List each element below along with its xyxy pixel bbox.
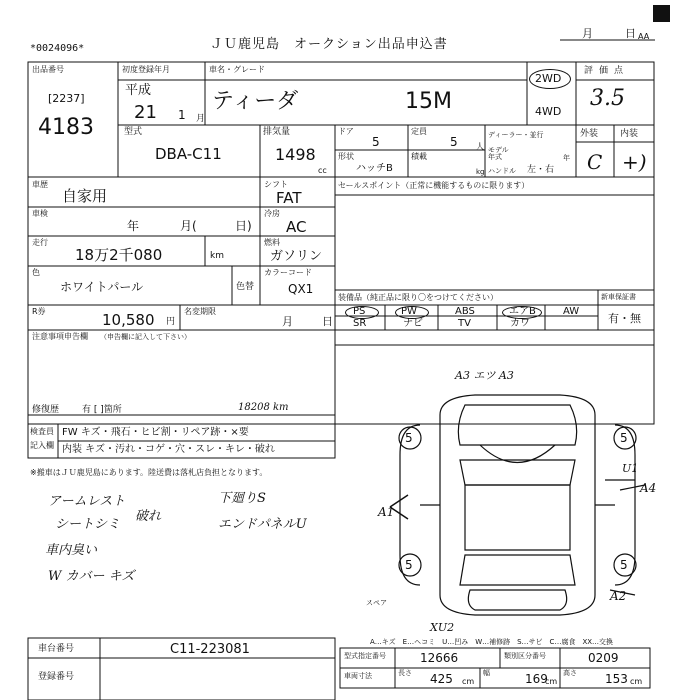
fuel-label: 燃料 [264,238,280,247]
chassis-label: 車台番号 [38,644,75,654]
diagram-a4: A4 [640,481,657,495]
length-label: 長さ [398,669,412,677]
color-label: 色 [32,268,40,277]
hand-note-4: W カバー キズ [48,569,135,584]
displacement-unit: cc [318,166,327,175]
hand-note-right-1: 下廻りS [218,491,266,506]
reg-number-label: 登録番号 [38,672,75,682]
equip-pw: PW [401,306,417,317]
form-title: ＪＵ鹿児島 オークション出品申込書 [210,37,448,52]
height-value: 153 [605,672,628,686]
diagram-a1: A1 [378,505,395,519]
exterior-score: C [587,150,603,174]
doors-value: 5 [372,135,380,149]
warranty-value: 有・無 [608,312,641,325]
load-unit: kg [476,168,485,176]
ac-label: 冷房 [264,209,280,218]
check-interior-line: 内装 キズ・汚れ・コゲ・穴・スレ・キレ・破れ [62,444,275,455]
equip-airbag: エアB [509,306,536,317]
shape-value: ハッチB [356,163,393,174]
hand-note-right-2: エンドパネルU [218,517,307,532]
equipment-label: 装備品（純正品に限り〇をつけてください） [338,293,498,302]
spare-label: スペア [366,599,387,607]
ac-value: AC [286,218,307,236]
month-label: 月 [582,27,593,40]
notes-sub: （申告欄に記入して下さい） [100,333,191,341]
type-spec-label-2: 類別区分番号 [504,652,546,660]
registration-year: 21 [134,102,157,123]
score-value: 3.5 [590,86,625,111]
equip-abs: ABS [455,306,475,317]
recycle-label: R券 [32,307,46,316]
capacity-unit: 人 [476,142,484,151]
equip-tv: TV [458,318,471,329]
model-name: ティーダ [212,89,299,114]
registration-label: 初度登録年月 [122,65,170,74]
disclaimer: ※搬車はＪＵ鹿児島にあります。陸送費は落札店負担となります。 [30,468,268,477]
mileage-label: 走行 [32,238,48,247]
hand-note-2: シートシミ [55,517,121,532]
chassis-value: C11-223081 [170,642,250,657]
diagram-5-rr: 5 [620,558,628,572]
name-change-month: 月 [282,315,293,328]
height-label: 高さ [563,669,577,677]
hand-note-1: アームレスト [48,494,126,509]
interior-label: 内装 [620,129,639,139]
aa-label: AA [638,32,650,41]
model-year-label: モデル年式 [488,146,509,161]
length-unit: cm [462,677,475,686]
equip-aw: AW [563,306,580,317]
registration-era: 平成 [125,83,152,98]
equip-navi: ナビ [403,318,423,329]
sales-point-label: セールスポイント（正常に機能するものに限ります） [338,181,530,190]
type-value: DBA-C11 [155,145,222,163]
shift-value: FAT [276,189,302,207]
check-label-2: 記入欄 [30,441,54,450]
repair-value: 有 [ ]箇所 [82,405,122,415]
height-unit: cm [630,677,643,686]
diagram-top-note: A3 エツ A3 [455,369,514,382]
recycle-unit: 円 [166,317,176,327]
dimensions-label: 車両寸法 [344,672,372,680]
form-serial: *0024096* [30,43,85,54]
inspection-year-unit: 年 [127,219,140,233]
model-grade: 15M [405,89,452,114]
equip-sr: SR [353,318,367,329]
lot-sub: [2237] [48,92,85,105]
history-value: 自家用 [62,187,108,205]
color-code-label: カラーコード [264,268,312,277]
handle-options: 左・右 [527,165,555,175]
mileage-value: 18万2千080 [75,246,163,264]
hand-note-1b: 破れ [135,509,162,524]
warranty-label: 新車保証書 [601,293,636,301]
length-value: 425 [430,672,453,686]
diagram-u1: U1 [622,462,639,475]
width-unit: cm [545,677,558,686]
type-spec-label-1: 型式指定番号 [344,652,386,660]
diagram-5-rl: 5 [405,558,413,572]
color-value: ホワイトパール [60,280,144,294]
type-label: 型式 [124,127,143,137]
inspection-label: 車検 [32,209,48,218]
shape-label: 形状 [338,152,354,161]
width-label: 幅 [483,669,490,677]
history-label: 車歴 [32,180,48,189]
name-change-day: 日 [322,315,333,328]
repair-hand: 18208 km [238,402,289,413]
damage-legend: A…キズ E…ヘコミ U…凹み W…補修跡 S…サビ C…腐食 XX…交換 [370,638,614,646]
width-value: 169 [525,672,548,686]
mileage-unit: km [210,251,224,261]
shift-label: シフト [264,180,288,189]
lot-label: 出品番号 [32,65,64,74]
diagram-a2: A2 [610,589,627,603]
check-label: 検査員 [30,427,54,436]
check-fw-line: FW キズ・飛石・ヒビ割・リペア跡・×要 [62,427,249,438]
displacement-value: 1498 [275,145,316,164]
diagram-5-fr: 5 [620,431,628,445]
equip-ps: PS [353,306,366,317]
inspection-month-unit: 月( [180,219,197,233]
capacity-label: 定員 [411,127,427,136]
recycle-value: 10,580 [102,311,155,329]
day-label: 日 [625,27,636,40]
diagram-bottom-note: XU2 [430,621,455,634]
registration-month-unit: 月 [196,114,206,124]
model-label: 車名・グレード [209,65,265,74]
name-change-label: 名変期限 [184,307,216,316]
interior-score: +) [622,150,647,174]
fuel-value: ガソリン [270,249,323,264]
model-year-unit: 年 [563,154,570,162]
load-label: 積載 [411,152,427,161]
inspection-day-unit: 日) [235,219,252,233]
color-code-value: QX1 [288,282,314,296]
doors-label: ドア [338,127,354,136]
repair-label: 修復歴 [32,405,60,415]
score-label: 評価点 [584,66,630,76]
handle-label: ハンドル [488,167,516,175]
displacement-label: 排気量 [263,127,291,137]
color-change-label: 色替 [236,282,255,292]
diagram-5-fl: 5 [405,431,413,445]
exterior-label: 外装 [580,129,599,139]
hand-note-3: 車内臭い [45,543,98,558]
drive-4wd: 4WD [535,105,562,118]
capacity-value: 5 [450,135,458,149]
equip-leather: カワ [510,318,530,329]
registration-month: 1 [178,108,186,122]
type-spec-value-1: 12666 [420,651,459,665]
lot-number: 4183 [38,115,94,140]
dealer-label: ディーラー・並行 [488,131,544,139]
notes-label: 注意事項申告欄 [32,332,88,341]
drive-2wd: 2WD [535,72,562,85]
type-spec-value-2: 0209 [588,651,619,665]
